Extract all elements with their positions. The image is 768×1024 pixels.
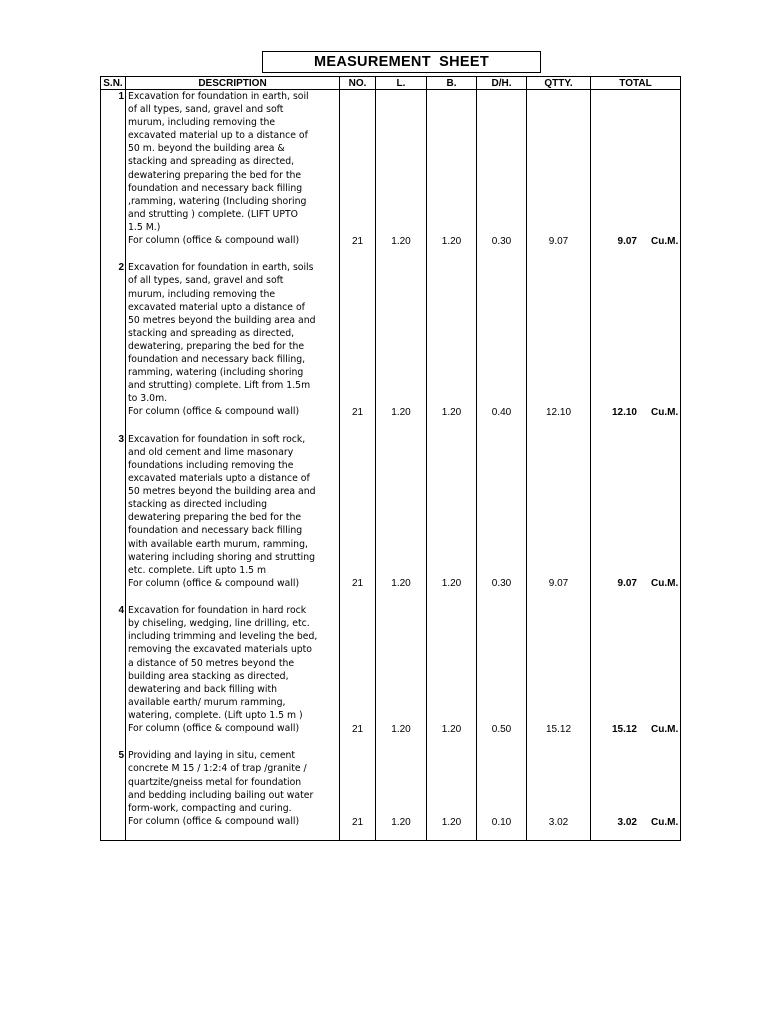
header-dh: D/H. — [477, 77, 527, 90]
description-line: etc. complete. Lift upto 1.5 m — [128, 564, 267, 576]
item-sn-value: 5 — [118, 750, 124, 762]
item-total — [591, 261, 681, 432]
item-description — [126, 604, 340, 749]
item-sn-value: 3 — [118, 433, 124, 445]
table-row — [101, 749, 681, 840]
description-line: watering, complete. (Lift upto 1.5 m ) — [128, 709, 303, 721]
item-total-value: 9.07 — [617, 235, 637, 247]
description-line: Excavation for foundation in soft rock, — [128, 433, 306, 445]
description-line: and strutting ) complete. (LIFT UPTO — [128, 208, 298, 220]
item-qtty — [527, 261, 591, 432]
item-total-value: 3.02 — [617, 816, 637, 828]
item-no-value: 21 — [351, 816, 364, 828]
item-total — [591, 604, 681, 749]
item-total — [591, 90, 681, 262]
item-sn-value: 2 — [118, 262, 124, 274]
description-line: to 3.0m. — [128, 393, 168, 405]
item-l — [376, 433, 427, 604]
description-line: and bedding including bailing out water — [128, 789, 314, 801]
item-sn — [101, 749, 126, 840]
measurement-table — [100, 76, 681, 841]
item-for-column: For column (office & compound wall) — [128, 406, 300, 418]
item-no — [340, 261, 376, 432]
description-line: stacking and spreading as directed, — [128, 156, 295, 168]
item-description — [126, 90, 340, 262]
table-row — [101, 90, 681, 262]
item-dh — [477, 90, 527, 262]
item-dh-value: 0.10 — [491, 816, 512, 828]
item-total-unit: Cu.M. — [651, 816, 679, 828]
item-qtty — [527, 90, 591, 262]
item-spacer — [128, 735, 339, 749]
table-row — [101, 433, 681, 604]
item-spacer — [128, 247, 339, 261]
description-line: of all types, sand, gravel and soft — [128, 104, 284, 116]
description-line: Excavation for foundation in earth, soil — [128, 91, 309, 102]
description-line: dewatering and back filling with — [128, 683, 278, 695]
description-line: ramming, watering (including shoring — [128, 367, 304, 379]
header-b: B. — [427, 77, 477, 90]
header-sn: S.N. — [101, 77, 126, 90]
item-for-column: For column (office & compound wall) — [128, 722, 300, 734]
item-for-column: For column (office & compound wall) — [128, 235, 300, 247]
item-l-value: 1.20 — [391, 235, 411, 247]
description-line: foundation and necessary back filling — [128, 525, 303, 537]
item-sn — [101, 90, 126, 262]
description-line: excavated material up to a distance of — [128, 130, 308, 142]
table-row — [101, 261, 681, 432]
description-line: dewatering preparing the bed for the — [128, 169, 302, 181]
item-b — [427, 90, 477, 262]
description-line: dewatering preparing the bed for the — [128, 512, 302, 524]
description-line: Excavation for foundation in earth, soils — [128, 262, 314, 274]
item-dh — [477, 749, 527, 840]
description-line: and old cement and lime masonary — [128, 446, 294, 458]
description-line: watering including shoring and strutting — [128, 551, 316, 563]
item-sn — [101, 433, 126, 604]
description-line: removing the excavated materials upto — [128, 644, 312, 656]
description-line: foundations including removing the — [128, 459, 294, 471]
item-qtty-value: 15.12 — [545, 723, 572, 735]
item-qtty — [527, 749, 591, 840]
item-no-value: 21 — [351, 406, 364, 418]
item-dh-value: 0.30 — [491, 578, 512, 590]
description-line: a distance of 50 metres beyond the — [128, 657, 295, 669]
item-total-unit: Cu.M. — [651, 235, 679, 247]
item-total — [591, 749, 681, 840]
description-line: Excavation for foundation in hard rock — [128, 605, 307, 617]
description-line: 50 m. beyond the building area & — [128, 143, 285, 155]
item-b-value: 1.20 — [441, 723, 462, 735]
item-qtty-value: 9.07 — [548, 235, 569, 247]
header-qtty: QTTY. — [527, 77, 591, 90]
item-dh — [477, 604, 527, 749]
item-qtty-value: 3.02 — [548, 816, 569, 828]
item-total-value: 12.10 — [611, 406, 637, 418]
item-description — [126, 749, 340, 840]
description-line: concrete M 15 / 1:2:4 of trap /granite / — [128, 763, 307, 775]
header-l: L. — [376, 77, 427, 90]
header-total: TOTAL — [591, 77, 681, 90]
item-l — [376, 261, 427, 432]
description-line: excavated material upto a distance of — [128, 301, 305, 313]
item-sn-value: 1 — [118, 91, 124, 102]
description-line: including trimming and leveling the bed, — [128, 631, 318, 643]
description-line: form-work, compacting and curing. — [128, 802, 292, 814]
item-no-value: 21 — [351, 235, 364, 247]
item-l — [376, 90, 427, 262]
header-row — [101, 77, 681, 90]
description-line: excavated materials upto a distance of — [128, 473, 310, 485]
item-no — [340, 433, 376, 604]
item-total-unit: Cu.M. — [651, 723, 679, 735]
item-l-value: 1.20 — [391, 723, 411, 735]
item-sn — [101, 261, 126, 432]
item-b-value: 1.20 — [441, 816, 462, 828]
item-spacer — [128, 828, 339, 840]
item-l-value: 1.20 — [391, 406, 411, 418]
item-spacer — [128, 590, 339, 604]
item-description — [126, 433, 340, 604]
description-line: murum, including removing the — [128, 288, 276, 300]
item-b — [427, 749, 477, 840]
item-dh — [477, 433, 527, 604]
item-no-value: 21 — [351, 578, 364, 590]
item-b-value: 1.20 — [441, 235, 462, 247]
item-sn — [101, 604, 126, 749]
item-l-value: 1.20 — [391, 578, 411, 590]
item-b — [427, 604, 477, 749]
item-b — [427, 261, 477, 432]
description-line: quartzite/gneiss metal for foundation — [128, 776, 302, 788]
item-qtty — [527, 433, 591, 604]
item-b-value: 1.20 — [441, 406, 462, 418]
description-line: and strutting) complete. Lift from 1.5m — [128, 380, 311, 392]
item-dh — [477, 261, 527, 432]
item-qtty — [527, 604, 591, 749]
item-qtty-value: 12.10 — [545, 406, 572, 418]
item-l — [376, 749, 427, 840]
item-sn-value: 4 — [118, 605, 124, 617]
item-qtty-value: 9.07 — [548, 578, 569, 590]
item-no — [340, 749, 376, 840]
item-no — [340, 90, 376, 262]
item-spacer — [128, 418, 339, 432]
item-dh-value: 0.50 — [491, 723, 512, 735]
item-l — [376, 604, 427, 749]
description-line: foundation and necessary back filling — [128, 182, 303, 194]
header-no: NO. — [340, 77, 376, 90]
description-line: stacking and spreading as directed, — [128, 327, 295, 339]
item-dh-value: 0.40 — [491, 406, 512, 418]
header-description: DESCRIPTION — [126, 77, 340, 90]
item-total-value: 9.07 — [617, 578, 637, 590]
description-line: building area stacking as directed, — [128, 670, 289, 682]
description-line: with available earth murum, ramming, — [128, 538, 308, 550]
item-total — [591, 433, 681, 604]
item-total-unit: Cu.M. — [651, 406, 679, 418]
item-total-unit: Cu.M. — [651, 578, 679, 590]
description-line: 50 metres beyond the building area and — [128, 314, 316, 326]
table-row — [101, 604, 681, 749]
item-total-value: 15.12 — [611, 723, 637, 735]
item-no — [340, 604, 376, 749]
description-line: dewatering, preparing the bed for the — [128, 340, 305, 352]
description-line: by chiseling, wedging, line drilling, etc. — [128, 618, 310, 630]
description-line: available earth/ murum ramming, — [128, 696, 286, 708]
description-line: 1.5 M.) — [128, 221, 161, 233]
description-line: Providing and laying in situ, cement — [128, 750, 296, 762]
item-no-value: 21 — [351, 723, 364, 735]
description-line: of all types, sand, gravel and soft — [128, 275, 284, 287]
description-line: 50 metres beyond the building area and — [128, 486, 316, 498]
description-line: ,ramming, watering (Including shoring — [128, 195, 307, 207]
item-description — [126, 261, 340, 432]
description-line: foundation and necessary back filling, — [128, 354, 306, 366]
item-dh-value: 0.30 — [491, 235, 512, 247]
item-for-column: For column (office & compound wall) — [128, 577, 300, 589]
item-b — [427, 433, 477, 604]
item-l-value: 1.20 — [391, 816, 411, 828]
item-for-column: For column (office & compound wall) — [128, 815, 300, 827]
sheet-title: MEASUREMENT SHEET — [262, 51, 541, 73]
item-b-value: 1.20 — [441, 578, 462, 590]
description-line: stacking as directed including — [128, 499, 268, 511]
description-line: murum, including removing the — [128, 117, 276, 129]
